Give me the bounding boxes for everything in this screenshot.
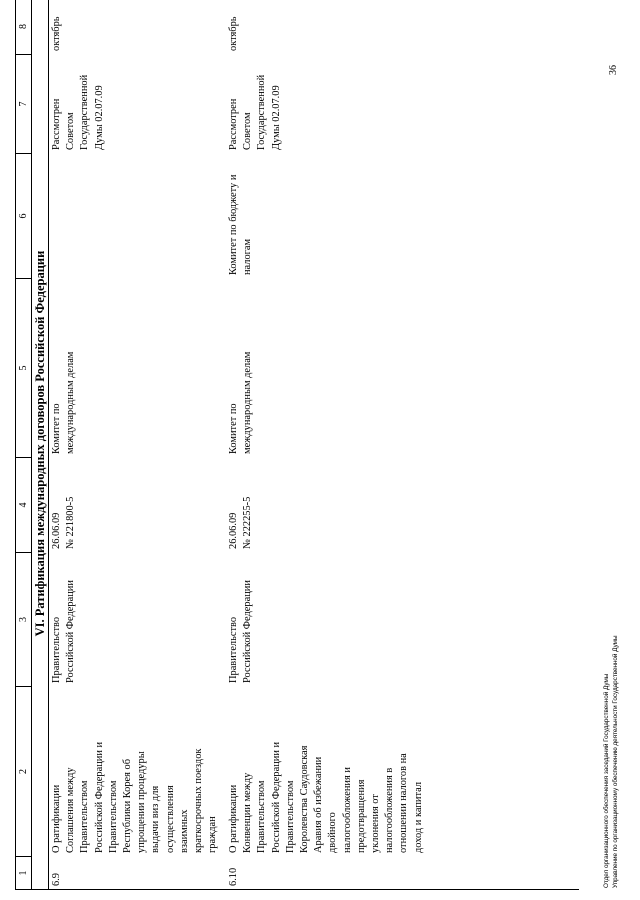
footer-line-2: Управление по организационному обеспечению деятельности Государственной Думы — [612, 635, 619, 888]
row-title: О ратификации Конвенции между Правительством Российской Федерации и Правительством Королевства Саудовская Аравия об избежании двойного налогообложения и предотвращения уклонения от налогообложения в отношении налогов на доход и капитал — [228, 741, 424, 853]
row-co-committee: Комитет по бюджету и налогам — [228, 174, 254, 275]
page-number: 36 — [608, 65, 619, 75]
row-committee: Комитет по международным делам — [51, 351, 77, 454]
row-number: 6.10 — [228, 867, 239, 886]
col-header-1: 1 — [16, 856, 32, 889]
row-number: 6.9 — [51, 873, 62, 886]
section-title: VI. Ратификация международных договоров Российской Федерации — [32, 0, 49, 889]
col-header-4: 4 — [16, 457, 32, 552]
col-header-5: 5 — [16, 278, 32, 457]
row-status: Рассмотрен Советом Государственной Думы 02.07.09 — [51, 74, 105, 150]
col-header-7: 7 — [16, 54, 32, 153]
col-header-2: 2 — [16, 686, 32, 856]
row-title: О ратификации Соглашения между Правительством Российской Федерации и Правительством Республики Корея об упрощении процедуры выдачи виз для осуществления взаимных краткосрочных поездок граждан — [51, 741, 219, 853]
row-status: Рассмотрен Советом Государственной Думы 02.07.09 — [228, 74, 282, 150]
footer-line-1: Отдел организационного обеспечения заседаний Государственной Думы — [603, 673, 610, 888]
col-header-8: 8 — [16, 0, 32, 54]
row-author: Правительство Российской Федерации — [228, 580, 254, 683]
row-committee: Комитет по международным делам — [228, 351, 254, 454]
row-author: Правительство Российской Федерации — [51, 580, 77, 683]
row-date-registration: 26.06.09 № 221800-5 — [51, 496, 77, 549]
row-date-registration: 26.06.09 № 222255-5 — [228, 496, 254, 549]
row-month: октябрь — [228, 16, 239, 51]
plan-table — [15, 0, 579, 890]
col-header-6: 6 — [16, 153, 32, 278]
row-month: октябрь — [51, 16, 62, 51]
col-header-3: 3 — [16, 552, 32, 686]
